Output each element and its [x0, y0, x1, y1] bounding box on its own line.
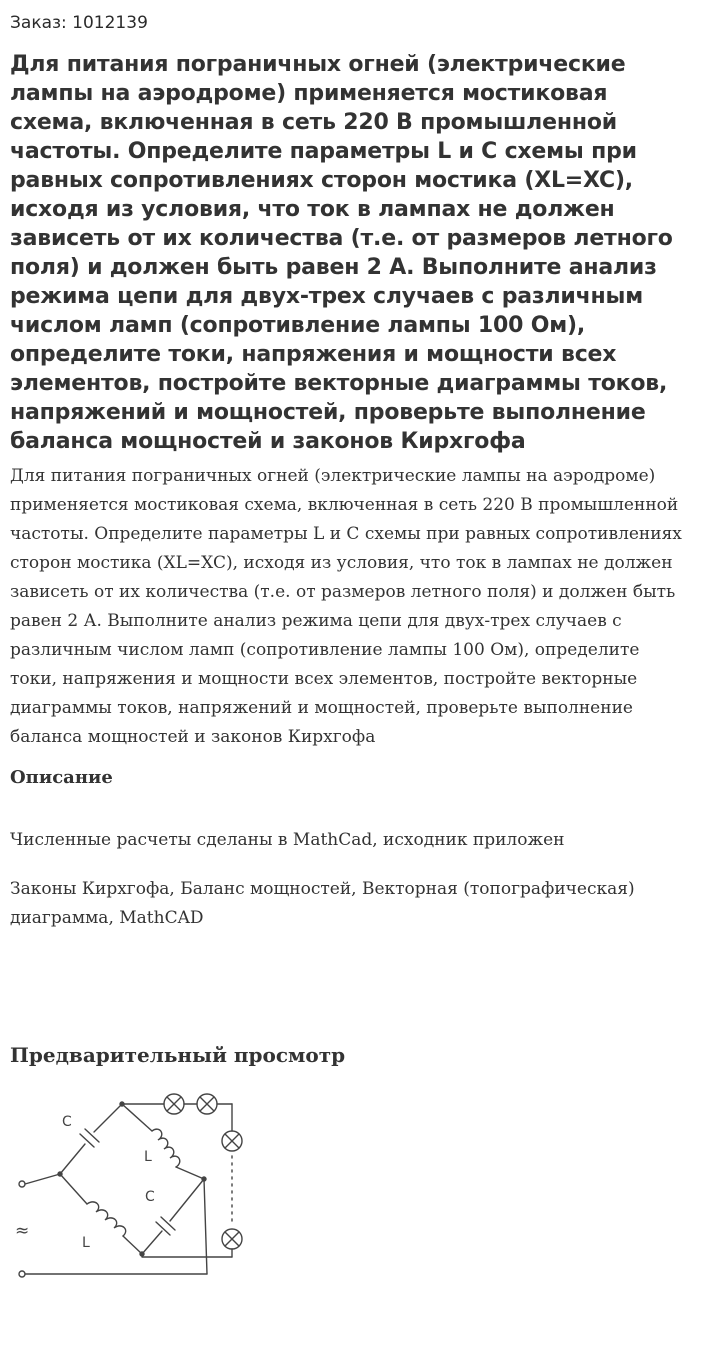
preview-heading: Предварительный просмотр — [10, 1043, 346, 1067]
wire — [94, 1104, 122, 1132]
lamp-icon — [222, 1229, 242, 1249]
wire — [25, 1174, 60, 1184]
wire — [60, 1144, 85, 1174]
wire — [123, 1236, 142, 1254]
wire — [204, 1179, 207, 1274]
task-title: Для питания пограничных огней (электрические лампы на аэродроме) применяется мостиковая схема, включенная в сеть 220 В промышленной частоты. Определите параметры L и С схемы при равных сопротивлениях сторон мостика (XL=XC), исходя из условия, что ток в лампах не должен зависеть от их количества (т.е. от размеров летного поля) и должен быть равен 2 А. Выполните анализ режима цепи для двух-трех случаев с различным числом ламп (сопротивление лампы 100 Ом), определите токи, напряжения и мощности всех элементов, постройте векторные диаграммы токов, напряжений и мощностей, проверьте выполнение баланса мощностей и законов Кирхгофа — [10, 52, 673, 454]
inductor-coil — [152, 1129, 180, 1167]
terminal-top — [19, 1181, 25, 1187]
capacitor-label: C — [62, 1114, 72, 1130]
wire — [122, 1104, 152, 1131]
lamp-icon — [197, 1094, 217, 1114]
wire — [170, 1179, 204, 1221]
wire — [142, 1231, 162, 1254]
task-description: Для питания пограничных огней (электрические лампы на аэродроме) применяется мостиковая схема, включенная в сеть 220 В промышленной частоты. Определите параметры L и С схемы при равных сопротивлениях сторон мостика (XL=XC), исходя из условия, что ток в лампах не должен зависеть от их количества (т.е. от размеров летного поля) и должен быть равен 2 А. Выполните анализ режима цепи для двух-трех случаев с различным числом ламп (сопротивление лампы 100 Ом), определите токи, напряжения и мощности всех элементов, постройте векторные диаграммы токов, напряжений и мощностей, проверьте выполнение баланса мощностей и законов Кирхгофа — [10, 466, 682, 747]
inductor-label: L — [144, 1149, 152, 1165]
circuit-diagram — [12, 1081, 252, 1286]
inductor-label: L — [82, 1235, 90, 1251]
wire — [60, 1174, 87, 1204]
inductor-coil — [87, 1202, 126, 1236]
lamp-icon — [222, 1131, 242, 1151]
description-text: Численные расчеты сделаны в MathCad, исходник приложен — [10, 830, 565, 850]
capacitor-label: C — [145, 1189, 155, 1205]
description-tags: Законы Кирхгофа, Баланс мощностей, Векторная (топографическая) диаграмма, MathCAD — [10, 879, 635, 928]
description-heading: Описание — [10, 767, 113, 788]
wire — [176, 1167, 204, 1179]
lamp-icon — [164, 1094, 184, 1114]
ac-source-symbol: ≈ — [15, 1221, 30, 1241]
order-number: Заказ: 1012139 — [10, 13, 148, 33]
terminal-bottom — [19, 1271, 25, 1277]
